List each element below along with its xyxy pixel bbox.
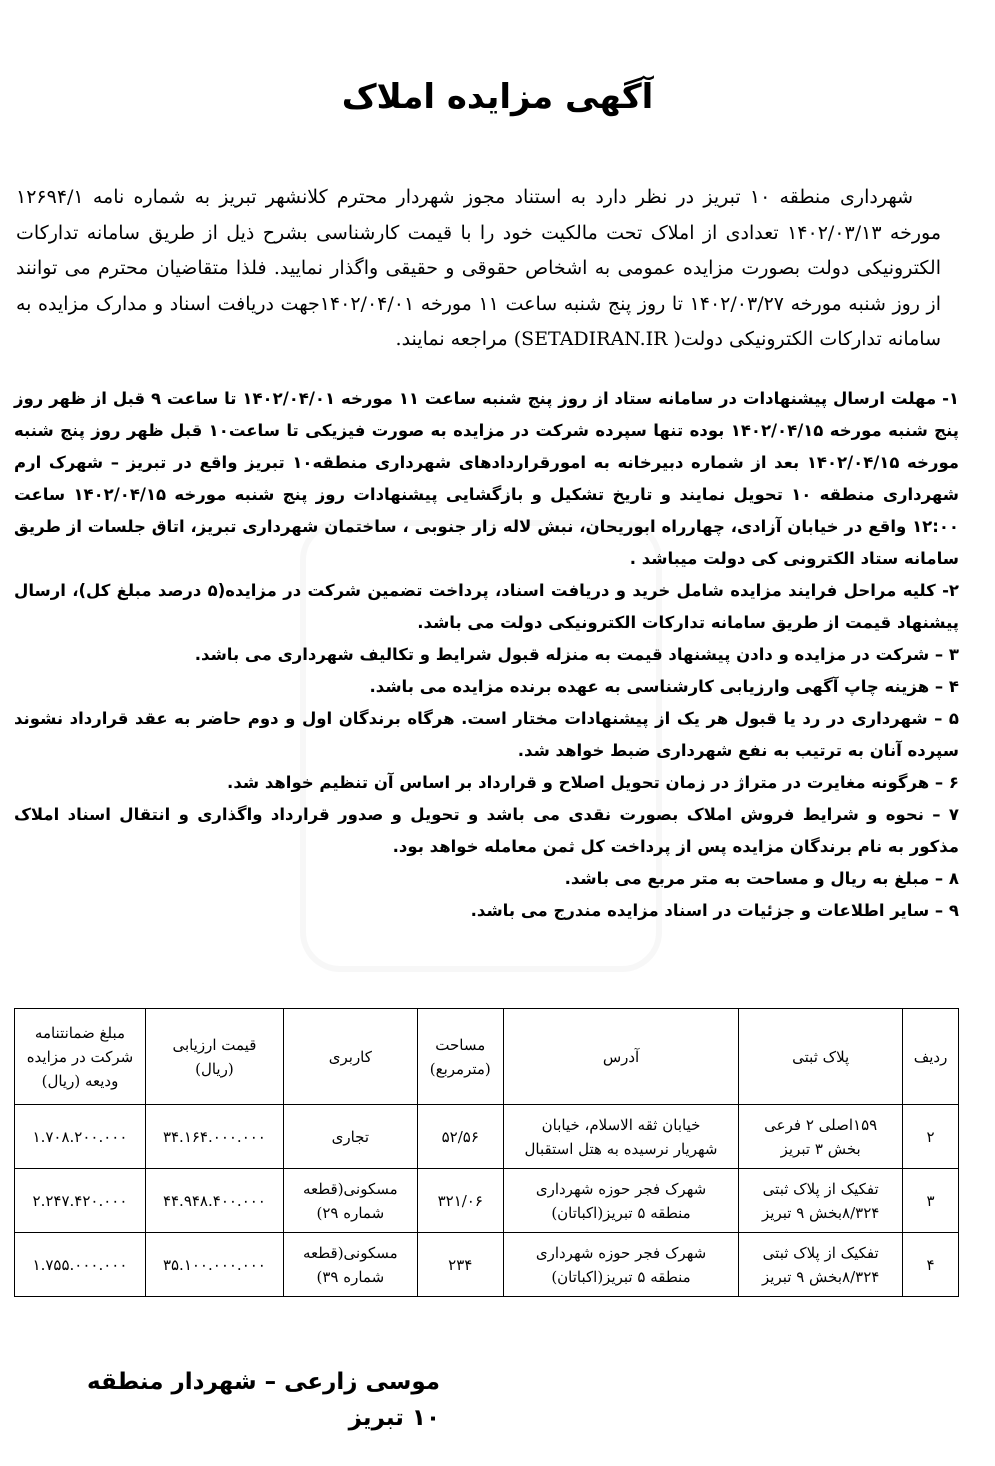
properties-table: [14, 1008, 959, 1297]
header-deposit: [15, 1009, 146, 1105]
cell-usage-line-1: مسکونی(قطعه: [302, 1179, 398, 1198]
cell-plaque-line-1: تفکیک از پلاک ثبتی: [762, 1243, 879, 1262]
header-price: [145, 1009, 283, 1105]
header-area-line-2: (مترمربع): [429, 1059, 491, 1078]
cell-plaque: [739, 1169, 903, 1233]
header-price-line-1: قیمت ارزیابی: [172, 1035, 257, 1054]
header-price-line-2: (ریال): [195, 1059, 234, 1078]
cell-usage-line-2: شماره ۳۹): [316, 1267, 385, 1286]
cell-address: [503, 1105, 739, 1169]
cell-row-number: ۲: [903, 1105, 959, 1169]
header-plaque: پلاک ثبتی: [739, 1009, 903, 1105]
cell-address-line-1: خیابان ثقه الاسلام، خیابان: [541, 1115, 701, 1134]
cell-address: [503, 1233, 739, 1297]
header-deposit-line-1: مبلغ ضمانتنامه: [34, 1023, 126, 1042]
clause-3: ۳ – شرکت در مزایده و دادن پیشنهاد قیمت به منزله قبول شرایط و تکالیف شهرداری می باشد.: [194, 645, 959, 664]
cell-address-line-1: شهرک فجر حوزه شهرداری: [535, 1179, 707, 1198]
cell-address-line-2: منطقه ۵ تبریز(اکباتان): [551, 1267, 691, 1286]
clause-5: ۵ – شهرداری در رد یا قبول هر یک از پیشنهادات مختار است. هرگاه برندگان اول و دوم حاضر به عقد قرارداد نشوند سپرده آنان به ترتیب به نفع شهرداری ضبط خواهد شد.: [14, 709, 959, 760]
page-title: آگهی مزایده املاک: [341, 77, 654, 117]
cell-address-line-1: شهرک فجر حوزه شهرداری: [535, 1243, 707, 1262]
clause-2: ۲- کلیه مراحل فرایند مزایده شامل خرید و دریافت اسناد، پرداخت تضمین شرکت در مزایده(۵ درصد مبلغ کل)، ارسال پیشنهاد قیمت از طریق سامانه تدارکات الکترونیکی دولت می باشد.: [14, 581, 959, 632]
header-deposit-line-2: شرکت در مزایده: [26, 1047, 134, 1066]
cell-usage: [283, 1169, 417, 1233]
cell-plaque-line-1: ۱۵۹اصلی ۲ فرعی: [764, 1115, 878, 1134]
cell-plaque-line-2: ۸/۳۲۴بخش ۹ تبریز: [762, 1203, 880, 1222]
cell-usage: [283, 1233, 417, 1297]
cell-area: ۵۲/۵۶: [417, 1105, 503, 1169]
cell-row-number: ۴: [903, 1233, 959, 1297]
cell-price: ۳۴.۱۶۴.۰۰۰.۰۰۰: [145, 1105, 283, 1169]
cell-deposit: ۱.۷۵۵.۰۰۰.۰۰۰: [15, 1233, 146, 1297]
cell-address: [503, 1169, 739, 1233]
clauses-list: [14, 383, 959, 927]
cell-row-number: ۳: [903, 1169, 959, 1233]
cell-usage-line-1: تجاری: [331, 1127, 370, 1146]
clause-1: ۱- مهلت ارسال پیشنهادات در سامانه ستاد از روز پنج شنبه ساعت ۱۱ مورخه ۱۴۰۲/۰۴/۰۱ تا ساعت ۹ قبل از ظهر روز پنج شنبه مورخه ۱۴۰۲/۰۴/۱۵ بوده تنها سپرده شرکت در مزایده به صورت فیزیکی تا ساعت۱۰ قبل ظهر روز پنج شنبه مورخه ۱۴۰۲/۰۴/۱۵ بعد از شماره دبیرخانه به امورقراردادهای شهرداری منطقه۱۰ تبریز واقع در تبریز – شهرک ارم شهرداری منطقه ۱۰ تحویل نمایند و تاریخ تشکیل و بازگشایی پیشنهادات روز پنج شنبه مورخه ۱۴۰۲/۰۴/۱۵ ساعت ۱۲:۰۰ واقع در خیابان آزادی، چهارراه ابوریحان، نبش لاله زار جنوبی ، ساختمان شهرداری تبریز، اتاق جلسات از طریق سامانه ستاد الکترونی کی دولت میباشد .: [14, 389, 960, 568]
cell-deposit: ۱.۷۰۸.۲۰۰.۰۰۰: [15, 1105, 146, 1169]
cell-usage-line-1: مسکونی(قطعه: [302, 1243, 398, 1262]
cell-plaque-line-2: بخش ۳ تبریز: [780, 1139, 861, 1158]
clause-7: ۷ – نحوه و شرایط فروش املاک بصورت نقدی می باشد و تحویل و صدور قرارداد واگذاری و انتقال اسناد املاک مذکور به نام برندگان مزایده پس از پرداخت کل ثمن معامله خواهد بود.: [14, 805, 959, 856]
clause-4: ۴ – هزینه چاپ آگهی وارزیابی کارشناسی به عهده برنده مزایده می باشد.: [369, 677, 959, 696]
signature-line: موسی زارعی – شهردار منطقه ۱۰ تبریز: [87, 1369, 440, 1431]
cell-price: ۳۵.۱۰۰.۰۰۰.۰۰۰: [145, 1233, 283, 1297]
cell-address-line-2: منطقه ۵ تبریز(اکباتان): [551, 1203, 691, 1222]
cell-deposit: ۲.۲۴۷.۴۲۰.۰۰۰: [15, 1169, 146, 1233]
header-deposit-line-3: ودیعه (ریال): [41, 1071, 119, 1090]
cell-area: ۲۳۴: [417, 1233, 503, 1297]
table-row: [15, 1233, 959, 1297]
cell-area: ۳۲۱/۰۶: [417, 1169, 503, 1233]
cell-usage-line-2: شماره ۲۹): [316, 1203, 385, 1222]
intro-paragraph: شهرداری منطقه ۱۰ تبریز در نظر دارد به استناد مجوز شهردار محترم کلانشهر تبریز به شماره نامه ۱۲۶۹۴/۱ مورخه ۱۴۰۲/۰۳/۱۳ تعدادی از املاک تحت مالکیت خود را با قیمت کارشناسی بشرح ذیل از طریق سامانه تدارکات الکترونیکی دولت بصورت مزایده عمومی به اشخاص حقوقی و حقیقی واگذار نمایید. فلذا متقاضیان محترم می توانند از روز شنبه مورخه ۱۴۰۲/۰۳/۲۷ تا روز پنج شنبه ساعت ۱۱ مورخه ۱۴۰۲/۰۴/۰۱جهت دریافت اسناد و مدارک مزایده به سامانه تدارکات الکترونیکی دولت( SETADIRAN.IR) مراجعه نمایند.: [16, 186, 942, 350]
header-area: [417, 1009, 503, 1105]
header-usage: کاربری: [283, 1009, 417, 1105]
clause-9: ۹ – سایر اطلاعات و جزئیات در اسناد مزایده مندرج می باشد.: [470, 901, 959, 920]
cell-plaque: [739, 1105, 903, 1169]
table-row: [15, 1169, 959, 1233]
cell-price: ۴۴.۹۴۸.۴۰۰.۰۰۰: [145, 1169, 283, 1233]
cell-plaque-line-2: ۸/۳۲۴بخش ۹ تبریز: [762, 1267, 880, 1286]
header-address: آدرس: [503, 1009, 739, 1105]
cell-plaque-line-1: تفکیک از پلاک ثبتی: [762, 1179, 879, 1198]
table-header-row: [15, 1009, 959, 1105]
cell-usage: [283, 1105, 417, 1169]
header-area-line-1: مساحت: [435, 1035, 486, 1054]
table-row: [15, 1105, 959, 1169]
clause-6: ۶ – هرگونه مغایرت در متراژ در زمان تحویل اصلاح و قرارداد بر اساس آن تنظیم خواهد شد.: [227, 773, 959, 792]
cell-address-line-2: شهریار نرسیده به هتل استقبال: [524, 1139, 718, 1158]
cell-plaque: [739, 1233, 903, 1297]
clause-8: ۸ – مبلغ به ریال و مساحت به متر مربع می باشد.: [564, 869, 959, 888]
header-row-number: ردیف: [903, 1009, 959, 1105]
